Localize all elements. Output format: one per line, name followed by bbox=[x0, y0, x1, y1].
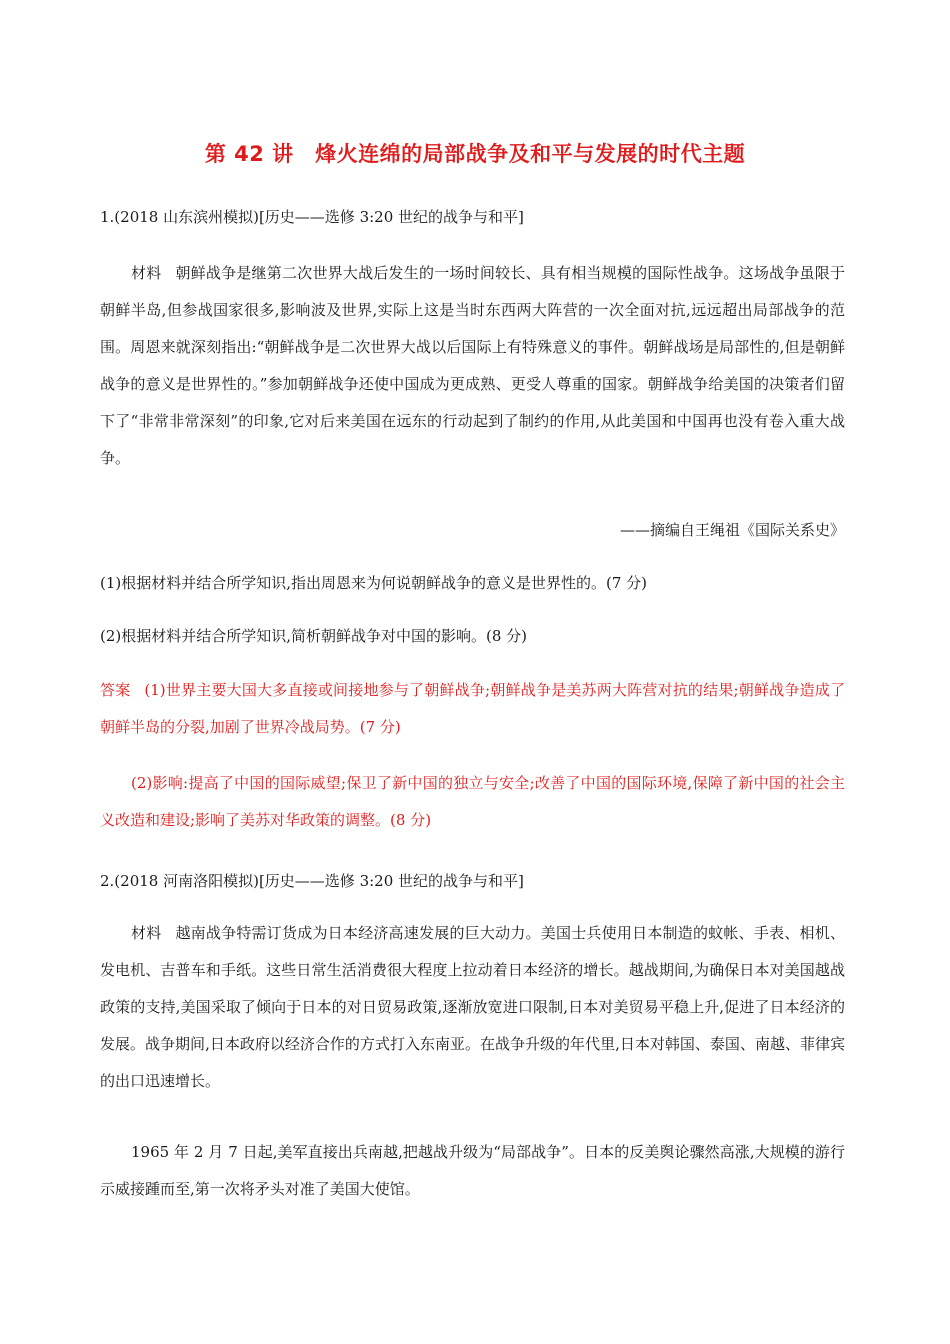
material-text: 朝鲜战争是继第二次世界大战后发生的一场时间较长、具有相当规模的国际性战争。这场战争虽限于朝鲜半岛,但参战国家很多,影响波及世界,实际上这是当时东西两大阵营的一次全面对抗,远远超出局部战争的范围。周恩来就深刻指出:“朝鲜战争是二次世界大战以后国际上有特殊意义的事件。朝鲜战场是局部性的,但是朝鲜战争的意义是世界性的。”参加朝鲜战争还使中国成为更成熟、更受人尊重的国家。朝鲜战争给美国的决策者们留下了“非常非常深刻”的印象,它对后来美国在远东的行动起到了制约的作用,从此美国和中国再也没有卷入重大战争。 bbox=[100, 264, 845, 467]
material-label: 材料 bbox=[131, 924, 162, 942]
question-1-header: 1.(2018 山东滨州模拟)[历史——选修 3:20 世纪的战争与和平] bbox=[100, 208, 524, 226]
page-title: 第 42 讲 烽火连绵的局部战争及和平与发展的时代主题 bbox=[204, 142, 746, 166]
question-1-answer-1 bbox=[100, 672, 845, 746]
material-label: 材料 bbox=[131, 264, 162, 282]
question-2-material bbox=[100, 915, 845, 1100]
answer-label: 答案 bbox=[100, 681, 131, 699]
question-1-sub-1: (1)根据材料并结合所学知识,指出周恩来为何说朝鲜战争的意义是世界性的。(7 分) bbox=[100, 574, 648, 592]
material-text: 越南战争特需订货成为日本经济高速发展的巨大动力。美国士兵使用日本制造的蚊帐、手表、相机、发电机、吉普车和手纸。这些日常生活消费很大程度上拉动着日本经济的增长。越战期间,为确保日本对美国越战政策的支持,美国采取了倾向于日本的对日贸易政策,逐渐放宽进口限制,日本对美贸易平稳上升,促进了日本经济的发展。战争期间,日本政府以经济合作的方式打入东南亚。在战争升级的年代里,日本对韩国、泰国、南越、菲律宾的出口迅速增长。 bbox=[100, 924, 845, 1090]
question-1-sub-2: (2)根据材料并结合所学知识,简析朝鲜战争对中国的影响。(8 分) bbox=[100, 627, 528, 645]
answer-1-text: (1)世界主要大国大多直接或间接地参与了朝鲜战争;朝鲜战争是美苏两大阵营对抗的结果;朝鲜战争造成了朝鲜半岛的分裂,加剧了世界冷战局势。(7 分) bbox=[100, 681, 845, 736]
question-2-material-2: 1965 年 2 月 7 日起,美军直接出兵南越,把越战升级为“局部战争”。日本的反美舆论骤然高涨,大规模的游行示威接踵而至,第一次将矛头对准了美国大使馆。 bbox=[100, 1143, 845, 1198]
question-1-material bbox=[100, 255, 845, 477]
question-1-answer-2: (2)影响:提高了中国的国际威望;保卫了新中国的独立与安全;改善了中国的国际环境,保障了新中国的社会主义改造和建设;影响了美苏对华政策的调整。(8 分) bbox=[100, 774, 845, 829]
question-1-source: ——摘编自王绳祖《国际关系史》 bbox=[619, 521, 845, 539]
question-2-header: 2.(2018 河南洛阳模拟)[历史——选修 3:20 世纪的战争与和平] bbox=[100, 872, 524, 890]
